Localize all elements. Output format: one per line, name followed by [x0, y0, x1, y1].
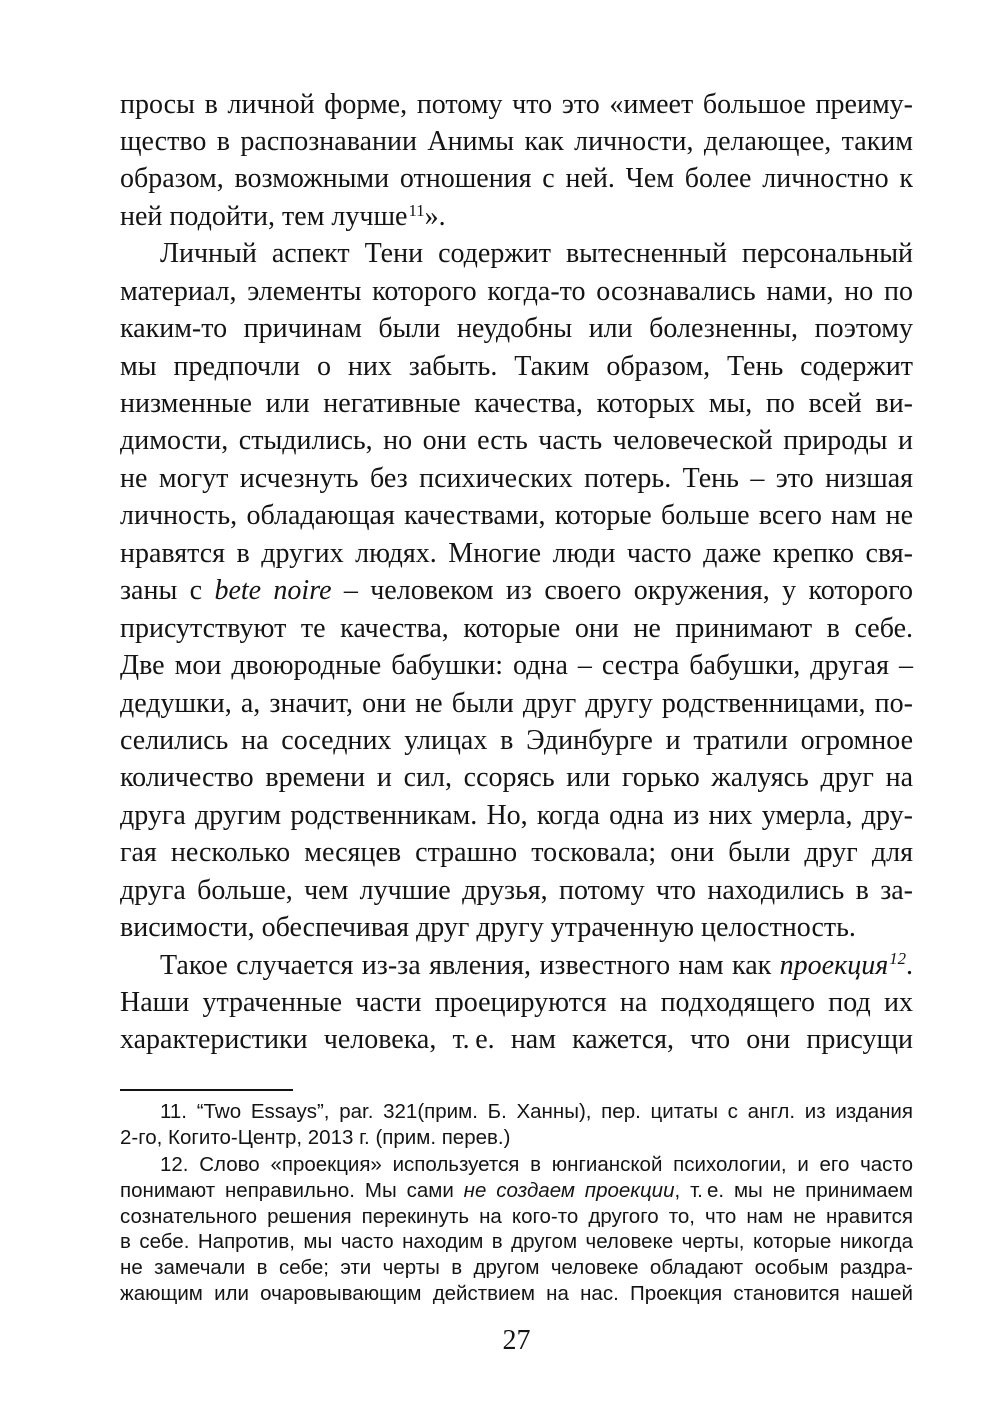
text-line: материал, элементы которого когда-то осознавались нами, но по	[120, 275, 913, 307]
page-number: 27	[502, 1325, 531, 1356]
footnote-number: 11.	[160, 1100, 187, 1123]
line-text-end: .	[906, 949, 913, 981]
text-line: Наши утраченные части проецируются на подходящего под их	[120, 987, 913, 1018]
text-line	[120, 198, 913, 235]
paragraph-1	[120, 86, 913, 236]
footnote-line	[120, 1099, 913, 1125]
italic-term: проекция	[779, 949, 889, 981]
footnote-line: сознательного решения перекинуть на кого-то другого то, что нам не нравится	[120, 1204, 913, 1228]
text-line: Две мои двоюродные бабушки: одна – сестра бабушки, другая –	[120, 650, 913, 682]
footnote-number: 12.	[160, 1153, 189, 1177]
footnote-text: , т. е. мы не принимаем	[674, 1178, 913, 1202]
line-text-end: ».	[424, 200, 446, 232]
italic-phrase: не создаем проекции	[463, 1178, 675, 1202]
line-text: Такое случается из-за явления, известного нам как	[160, 949, 772, 981]
footnote-text: Слово «проекция» используется в юнгианской психологии, и его часто	[199, 1153, 913, 1177]
text-line: характеристики человека, т. е. нам кажется, что они присущи	[120, 1024, 913, 1056]
text-line: Личный аспект Тени содержит вытесненный персональный	[160, 238, 913, 270]
footnote-text: понимают неправильно. Мы сами	[120, 1178, 454, 1202]
line-text: – человеком из своего окружения, у которого	[343, 575, 913, 607]
footnote-11	[120, 1099, 913, 1151]
text-line: друга другим родственникам. Но, когда одна из них умерла, дру-	[120, 799, 913, 831]
italic-phrase: bete noire	[214, 575, 332, 607]
footnote-text: “Two Essays”, par. 321(прим. Б. Ханны), пер. цитаты с англ. из издания	[196, 1100, 913, 1123]
paragraph-2	[120, 235, 913, 946]
text-line: образом, возможными отношения с ней. Чем более личностно к	[120, 163, 913, 195]
text-line: нравятся в других людях. Многие люди часто даже крепко свя-	[120, 537, 913, 569]
text-line: личность, обладающая качествами, которые больше всего нам не	[120, 500, 913, 532]
main-text	[120, 86, 913, 1059]
text-line	[120, 572, 913, 609]
footnote-line: жающим или очаровывающим действием на нас. Проекция становится нашей	[120, 1282, 913, 1306]
text-line: друга больше, чем лучшие друзья, потому что находились в за-	[120, 874, 913, 906]
text-line: количество времени и сил, ссорясь или горько жалуясь друг на	[120, 762, 913, 794]
line-text: заны с	[120, 575, 203, 607]
text-line: мы предпочли о них забыть. Таким образом, Тень содержит	[120, 350, 913, 382]
paragraph-3	[120, 947, 913, 1059]
text-line: присутствуют те качества, которые они не принимают в себе.	[120, 612, 913, 644]
footnote-ref: 11	[408, 200, 425, 220]
footnote-line	[120, 1152, 913, 1178]
footnote-12	[120, 1152, 913, 1307]
text-line: просы в личной форме, потому что это «имеет большое преиму-	[120, 88, 913, 120]
text-line	[120, 947, 913, 984]
text-line: дедушки, а, значит, они не были друг другу родственницами, по-	[120, 687, 913, 719]
text-line: щество в распознавании Анимы как личности, делающее, таким	[120, 125, 913, 157]
footnotes	[120, 1099, 913, 1307]
text-line: селились на соседних улицах в Эдинбурге и тратили огромное	[120, 724, 913, 756]
footnote-line: в себе. Напротив, мы часто находим в другом человеке черты, которые никогда	[120, 1230, 913, 1254]
footnote-separator	[120, 1089, 293, 1091]
footnote-line	[120, 1178, 913, 1204]
text-line: не могут исчезнуть без психических потерь. Тень – это низшая	[120, 462, 913, 494]
text-line: каким-то причинам были неудобны или болезненны, поэтому	[120, 313, 913, 345]
text-line: димости, стыдились, но они есть часть человеческой природы и	[120, 425, 913, 457]
text-line: низменные или негативные качества, которых мы, по всей ви-	[120, 388, 913, 419]
line-text: ней подойти, тем лучше	[120, 200, 408, 232]
text-line: гая несколько месяцев страшно тосковала; они были друг для	[120, 837, 913, 869]
footnote-line: 2-го, Когито-Центр, 2013 г. (прим. перев.)	[120, 1125, 511, 1149]
text-line: висимости, обеспечивая друг другу утраченную целостность.	[120, 912, 856, 944]
footnote-ref: 12	[889, 949, 906, 969]
footnote-line: не замечали в себе; эти черты в другом человеке обладают особым раздра-	[120, 1256, 913, 1280]
